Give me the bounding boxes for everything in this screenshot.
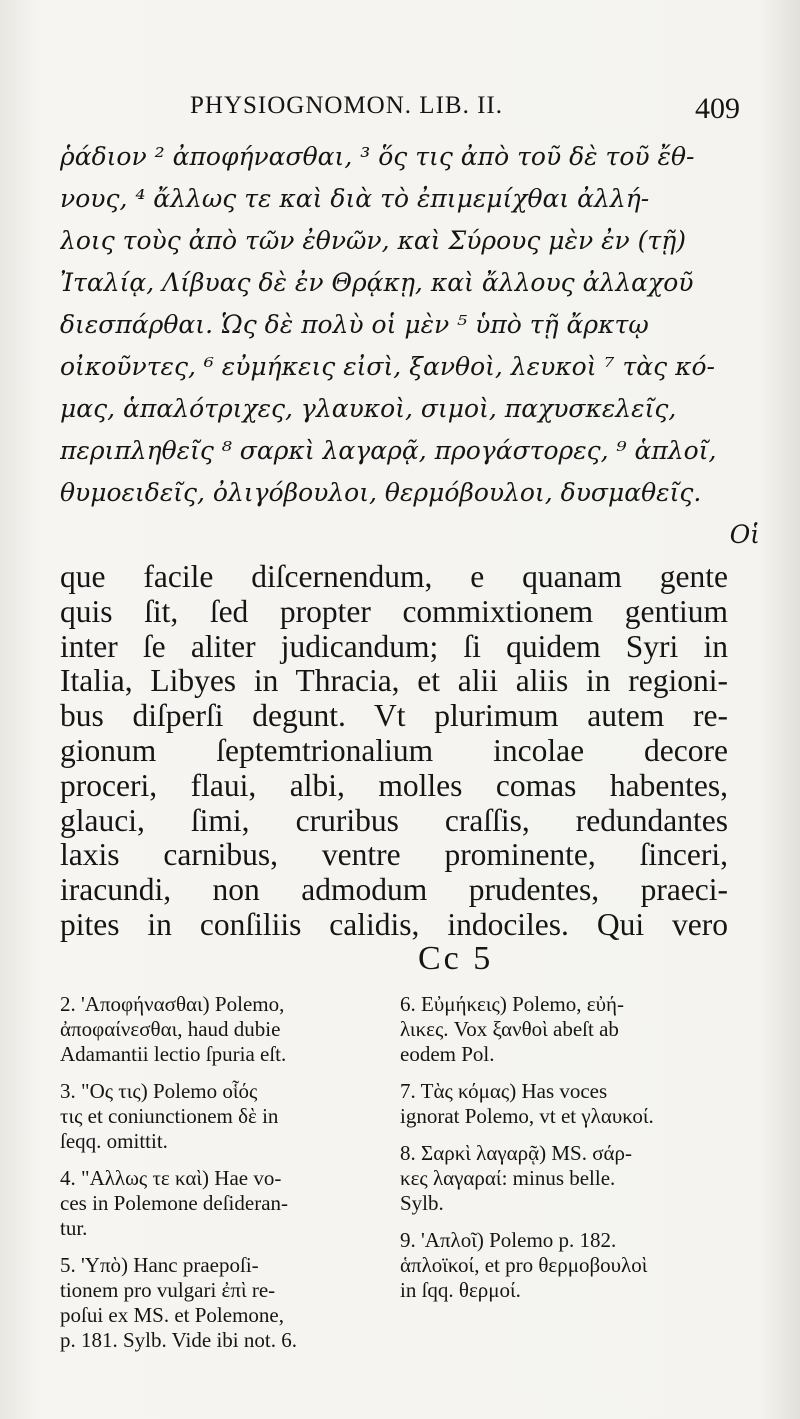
latin-line: inter ſe aliter judicandum; ſi quidem Syri in [60, 629, 728, 664]
greek-line: οἰκοῦντες, ⁶ εὐμήκεις εἰσὶ, ξανθοὶ, λευκοὶ ⁷ τὰς κό- [60, 352, 716, 381]
footnotes-left-column [60, 992, 390, 1392]
latin-line: quis ſit, ſed propter commixtionem gentium [60, 594, 728, 629]
footnote-line: 4. "Αλλως τε καὶ) Hae vo- [60, 1166, 282, 1190]
greek-line: Ἰταλίᾳ, Λίβυας δὲ ἐν Θρᾴκῃ, καὶ ἄλλους ἀλλαχοῦ [60, 268, 694, 297]
footnote-line: λικες. Vox ξανθοὶ abeſt ab [400, 1017, 619, 1041]
footnote [60, 1253, 390, 1353]
page-header [190, 92, 740, 132]
footnotes [60, 992, 730, 1392]
footnote [400, 1079, 730, 1129]
latin-line: iracundi, non admodum prudentes, praeci- [60, 873, 728, 908]
footnote-line: 6. Εὐμήκεις) Polemo, εὐή- [400, 992, 624, 1016]
running-head: PHYSIOGNOMON. LIB. II. [190, 92, 503, 119]
footnote-line: τις et coniunctionem δὲ in [60, 1104, 279, 1128]
footnote [400, 1141, 730, 1216]
footnote-line: tur. [60, 1216, 88, 1240]
footnote [60, 1166, 390, 1241]
footnote-line: 8. Σαρκὶ λαγαρᾷ) MS. σάρ- [400, 1141, 633, 1165]
footnote-line: poſui ex MS. et Polemone, [60, 1303, 284, 1327]
latin-line: bus diſperſi degunt. Vt plurimum autem re- [60, 699, 728, 734]
footnote-line: ces in Polemone deſideran- [60, 1191, 289, 1215]
footnote-line: κες λαγαραί: minus belle. [400, 1166, 616, 1190]
footnote-line: ἁπλοϊκοί, et pro θερμοβουλοὶ [400, 1253, 648, 1277]
footnote-line: Adamantii lectio ſpuria eſt. [60, 1042, 287, 1066]
greek-line: θυμοειδεῖς, ὀλιγόβουλοι, θερμόβουλοι, δυσμαθεῖς. [60, 478, 702, 507]
greek-text-block [60, 136, 760, 556]
footnote-line: 9. 'Απλοῖ) Polemo p. 182. [400, 1228, 617, 1252]
footnote [60, 1079, 390, 1154]
latin-line: laxis carnibus, ventre prominente, ſinceri, [60, 838, 728, 873]
footnote-line: p. 181. Sylb. Vide ibi not. 6. [60, 1328, 297, 1352]
latin-line: pites in conſiliis calidis, indociles. Qui vero [60, 907, 728, 942]
greek-line: ῥάδιον ² ἀποφήνασθαι, ³ ὅς τις ἀπὸ τοῦ δὲ τοῦ ἔθ- [60, 142, 695, 171]
greek-line: μας, ἁπαλότριχες, γλαυκοὶ, σιμοὶ, παχυσκελεῖς, [60, 394, 677, 423]
footnote [400, 992, 730, 1067]
footnote-line: eodem Pol. [400, 1042, 495, 1066]
latin-line: glauci, ſimi, cruribus craſſis, redundantes [60, 803, 728, 838]
latin-line: proceri, flaui, albi, molles comas habentes, [60, 768, 728, 803]
greek-line: περιπληθεῖς ⁸ σαρκὶ λαγαρᾷ, προγάστορες, ⁹ ἁπλοῖ, [60, 436, 717, 465]
footnote-line: in ſqq. θερμοί. [400, 1278, 521, 1302]
latin-line: que facile diſcernendum, e quanam gente [60, 560, 728, 594]
signature-mark: Cc 5 [418, 940, 494, 977]
footnote-line: 7. Τὰς κόμας) Has voces [400, 1079, 608, 1103]
greek-line: λοις τοὺς ἀπὸ τῶν ἐθνῶν, καὶ Σύρους μὲν ἐν (τῇ) [60, 226, 686, 255]
footnote [400, 1228, 730, 1303]
footnote-line: tionem pro vulgari ἐπὶ re- [60, 1278, 276, 1302]
footnote-line: ignorat Polemo, vt et γλαυκοί. [400, 1104, 654, 1128]
latin-translation-block [60, 560, 728, 943]
greek-line: διεσπάρθαι. Ὡς δὲ πολὺ οἱ μὲν ⁵ ὑπὸ τῇ ἄρκτῳ [60, 310, 649, 339]
footnote-line: ſeqq. omittit. [60, 1129, 168, 1153]
footnotes-right-column [400, 992, 730, 1392]
footnote-line: ἀποφαίνεσθαι, haud dubie [60, 1017, 281, 1041]
greek-line: νους, ⁴ ἄλλως τε καὶ διὰ τὸ ἐπιμεμίχθαι ἀλλή- [60, 184, 650, 213]
footnote-line: 3. "Ος τις) Polemo οἷός [60, 1079, 258, 1103]
footnote-line: Sylb. [400, 1191, 444, 1215]
latin-line: gionum ſeptemtrionalium incolae decore [60, 733, 728, 768]
page-number: 409 [695, 92, 740, 125]
footnote-line: 5. 'Υπὸ) Hanc praepoſi- [60, 1253, 259, 1277]
footnote-line: 2. 'Αποφήνασθαι) Polemo, [60, 992, 285, 1016]
catchword: Οἱ [729, 520, 760, 549]
latin-line: Italia, Libyes in Thracia, et alii aliis in regioni- [60, 664, 728, 699]
footnote [60, 992, 390, 1067]
